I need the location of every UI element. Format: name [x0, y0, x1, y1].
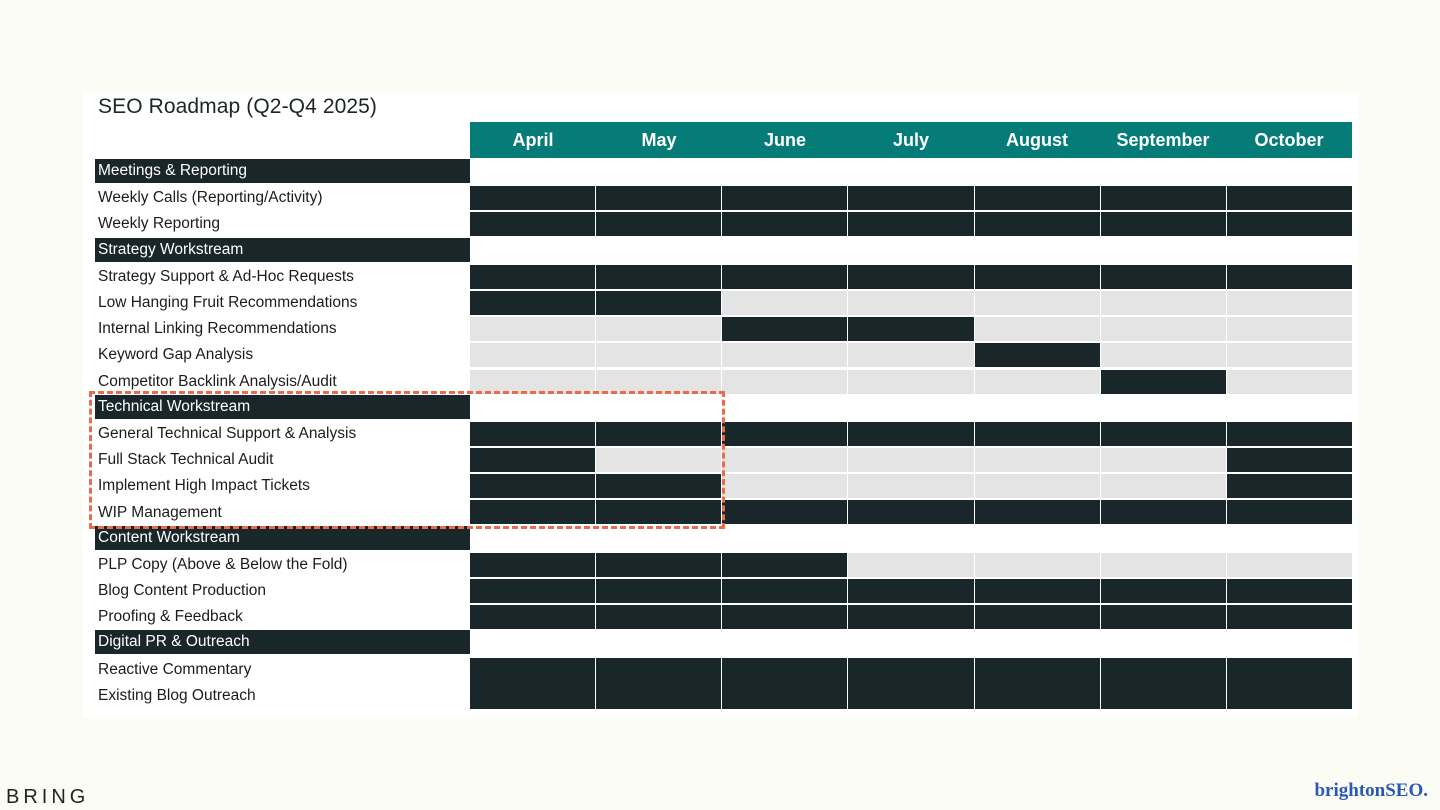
timeline-cells [470, 447, 1352, 473]
timeline-cell-september [1101, 605, 1226, 629]
timeline-cell-may [596, 448, 721, 472]
timeline-cells [470, 395, 1352, 421]
timeline-cells [470, 342, 1352, 368]
timeline-cell-june [722, 579, 847, 603]
month-header-april: April [512, 129, 554, 150]
task-row [95, 578, 1352, 604]
timeline-cell-october [1227, 474, 1352, 498]
timeline-cell-may [596, 343, 721, 367]
timeline-cell-august [975, 212, 1100, 236]
timeline-cell-august [975, 579, 1100, 603]
timeline-cell-october [1227, 291, 1352, 315]
task-label: PLP Copy (Above & Below the Fold) [98, 555, 348, 573]
timeline-cell-september [1101, 212, 1226, 236]
timeline-cell-august [975, 422, 1100, 446]
task-row [95, 264, 1352, 290]
timeline-cell-september [1101, 370, 1226, 394]
timeline-cell-june [722, 500, 847, 524]
timeline-cell-september [1101, 448, 1226, 472]
task-row [95, 211, 1352, 237]
timeline-cell-april [470, 186, 595, 210]
timeline-cell-august [975, 605, 1100, 629]
timeline-cell-august [975, 474, 1100, 498]
timeline-cell-may [596, 605, 721, 629]
timeline-cells [470, 369, 1352, 395]
section-label: Meetings & Reporting [95, 159, 470, 183]
task-row [95, 342, 1352, 368]
timeline-cell-october [1227, 212, 1352, 236]
section-label: Technical Workstream [95, 395, 470, 419]
month-header-october: October [1254, 129, 1324, 150]
timeline-cell-august [975, 553, 1100, 577]
timeline-cells [470, 578, 1352, 604]
task-label: Keyword Gap Analysis [98, 346, 254, 364]
timeline-cells [470, 238, 1352, 264]
task-row [95, 369, 1352, 395]
timeline-cell-july [848, 291, 973, 315]
timeline-cell-october [1227, 579, 1352, 603]
task-row [95, 316, 1352, 342]
task-row [95, 290, 1352, 316]
timeline-cells [470, 604, 1352, 630]
timeline-cell-april [470, 579, 595, 603]
timeline-cell-june [722, 474, 847, 498]
timeline-cell-july [848, 474, 973, 498]
task-row [95, 683, 1352, 709]
timeline-cells [470, 526, 1352, 552]
task-label: Competitor Backlink Analysis/Audit [98, 372, 337, 390]
timeline-cell-april [470, 317, 595, 341]
roadmap-rows [95, 159, 1352, 709]
month-header-september: September [1116, 129, 1210, 150]
timeline-cell-april [470, 212, 595, 236]
timeline-cell-october [1227, 186, 1352, 210]
timeline-cell-october [1227, 553, 1352, 577]
timeline-cell-may [596, 317, 721, 341]
timeline-cell-june [722, 448, 847, 472]
task-row [95, 447, 1352, 473]
timeline-cell-june [722, 343, 847, 367]
timeline-cells [470, 421, 1352, 447]
timeline-cell-june [722, 317, 847, 341]
month-header-june: June [763, 129, 806, 150]
timeline-cell-june [722, 265, 847, 289]
task-label: Weekly Calls (Reporting/Activity) [98, 189, 323, 207]
task-label: Full Stack Technical Audit [98, 451, 274, 469]
timeline-cells [470, 316, 1352, 342]
timeline-cells [470, 211, 1352, 237]
timeline-cell-may [596, 370, 721, 394]
timeline-cells [470, 159, 1352, 185]
timeline-cell-june [722, 553, 847, 577]
timeline-cell-august [975, 448, 1100, 472]
timeline-cell-may [596, 291, 721, 315]
timeline-cell-april [470, 370, 595, 394]
month-header-may: May [641, 129, 677, 150]
timeline-cells [470, 185, 1352, 211]
timeline-cells [470, 499, 1352, 525]
timeline-cell-september [1101, 422, 1226, 446]
timeline-cell-september [1101, 186, 1226, 210]
timeline-cell-april [470, 500, 595, 524]
timeline-cells [470, 473, 1352, 499]
timeline-cell-october [1227, 422, 1352, 446]
task-label: Weekly Reporting [98, 215, 221, 233]
timeline-cell-september [1101, 474, 1226, 498]
task-label: Existing Blog Outreach [98, 686, 256, 704]
timeline-cell-october [1227, 370, 1352, 394]
timeline-cell-june [722, 212, 847, 236]
timeline-cell-september [1101, 553, 1226, 577]
section-header-row [95, 238, 1352, 264]
timeline-cell-august [975, 317, 1100, 341]
timeline-cell-july [848, 448, 973, 472]
timeline-cell-may [596, 553, 721, 577]
timeline-cell-july [848, 370, 973, 394]
timeline-cell-june [722, 291, 847, 315]
task-row [95, 473, 1352, 499]
task-label: Reactive Commentary [98, 660, 252, 678]
timeline-cell-april [470, 448, 595, 472]
timeline-cell-april [470, 553, 595, 577]
timeline-cell-august [975, 186, 1100, 210]
timeline-cell-october [1227, 265, 1352, 289]
timeline-cell-july [848, 500, 973, 524]
timeline-cell-july [848, 422, 973, 446]
timeline-cell-september [1101, 579, 1226, 603]
task-row [95, 552, 1352, 578]
timeline-cells [470, 552, 1352, 578]
section-header-row [95, 526, 1352, 552]
timeline-cell-may [596, 186, 721, 210]
timeline-cell-may [596, 579, 721, 603]
timeline-cells [470, 630, 1352, 656]
timeline-cell-july [848, 605, 973, 629]
section-header-row [95, 395, 1352, 421]
timeline-cell-june [722, 605, 847, 629]
bring-logo: BRING [6, 786, 90, 808]
task-row [95, 421, 1352, 447]
timeline-cell-july [848, 212, 973, 236]
section-label: Content Workstream [95, 526, 470, 550]
task-label: Implement High Impact Tickets [98, 477, 310, 495]
month-header-august: August [1006, 129, 1068, 150]
timeline-cells [470, 264, 1352, 290]
section-header-row [95, 630, 1352, 656]
task-row [95, 657, 1352, 683]
timeline-cell-september [1101, 500, 1226, 524]
timeline-cells [470, 683, 1352, 709]
section-label: Digital PR & Outreach [95, 630, 470, 654]
task-label: Blog Content Production [98, 582, 267, 600]
timeline-cells [470, 290, 1352, 316]
section-label: Strategy Workstream [95, 238, 470, 262]
timeline-cell-may [596, 265, 721, 289]
task-row [95, 499, 1352, 525]
task-row [95, 185, 1352, 211]
task-label: Low Hanging Fruit Recommendations [98, 294, 358, 312]
timeline-cell-august [975, 343, 1100, 367]
timeline-cell-september [1101, 291, 1226, 315]
task-label: Strategy Support & Ad-Hoc Requests [98, 267, 354, 285]
timeline-cell-july [848, 265, 973, 289]
section-header-row [95, 159, 1352, 185]
timeline-cell-june [722, 186, 847, 210]
timeline-cell-october [1227, 605, 1352, 629]
task-label: Internal Linking Recommendations [98, 320, 337, 338]
timeline-cell-april [470, 343, 595, 367]
timeline-cell-april [470, 605, 595, 629]
timeline-cell-september [1101, 343, 1226, 367]
timeline-cell-august [975, 500, 1100, 524]
brightonseo-logo: brightonSEO. [1314, 780, 1428, 801]
task-label: General Technical Support & Analysis [98, 424, 357, 442]
task-label: Proofing & Feedback [98, 608, 243, 626]
month-header [470, 122, 1352, 158]
timeline-cell-may [596, 500, 721, 524]
timeline-cell-july [848, 553, 973, 577]
timeline-cell-july [848, 343, 973, 367]
timeline-cell-august [975, 291, 1100, 315]
task-row [95, 604, 1352, 630]
timeline-cell-april [470, 291, 595, 315]
timeline-cell-may [596, 422, 721, 446]
timeline-cell-june [722, 422, 847, 446]
timeline-cell-july [848, 317, 973, 341]
timeline-cell-october [1227, 448, 1352, 472]
month-header-july: July [892, 129, 930, 150]
timeline-cell-october [1227, 343, 1352, 367]
timeline-cell-october [1227, 317, 1352, 341]
timeline-cell-august [975, 265, 1100, 289]
timeline-cell-may [596, 212, 721, 236]
roadmap-title: SEO Roadmap (Q2-Q4 2025) [98, 95, 378, 118]
task-label: WIP Management [98, 503, 222, 521]
timeline-cell-august [975, 370, 1100, 394]
timeline-cell-april [470, 422, 595, 446]
timeline-cell-april [470, 265, 595, 289]
timeline-cell-september [1101, 265, 1226, 289]
timeline-cell-june [722, 370, 847, 394]
timeline-cell-may [596, 474, 721, 498]
roadmap-panel [83, 93, 1358, 717]
timeline-cell-october [1227, 500, 1352, 524]
timeline-cell-july [848, 186, 973, 210]
timeline-cell-september [1101, 317, 1226, 341]
timeline-cell-april [470, 474, 595, 498]
timeline-cell-july [848, 579, 973, 603]
